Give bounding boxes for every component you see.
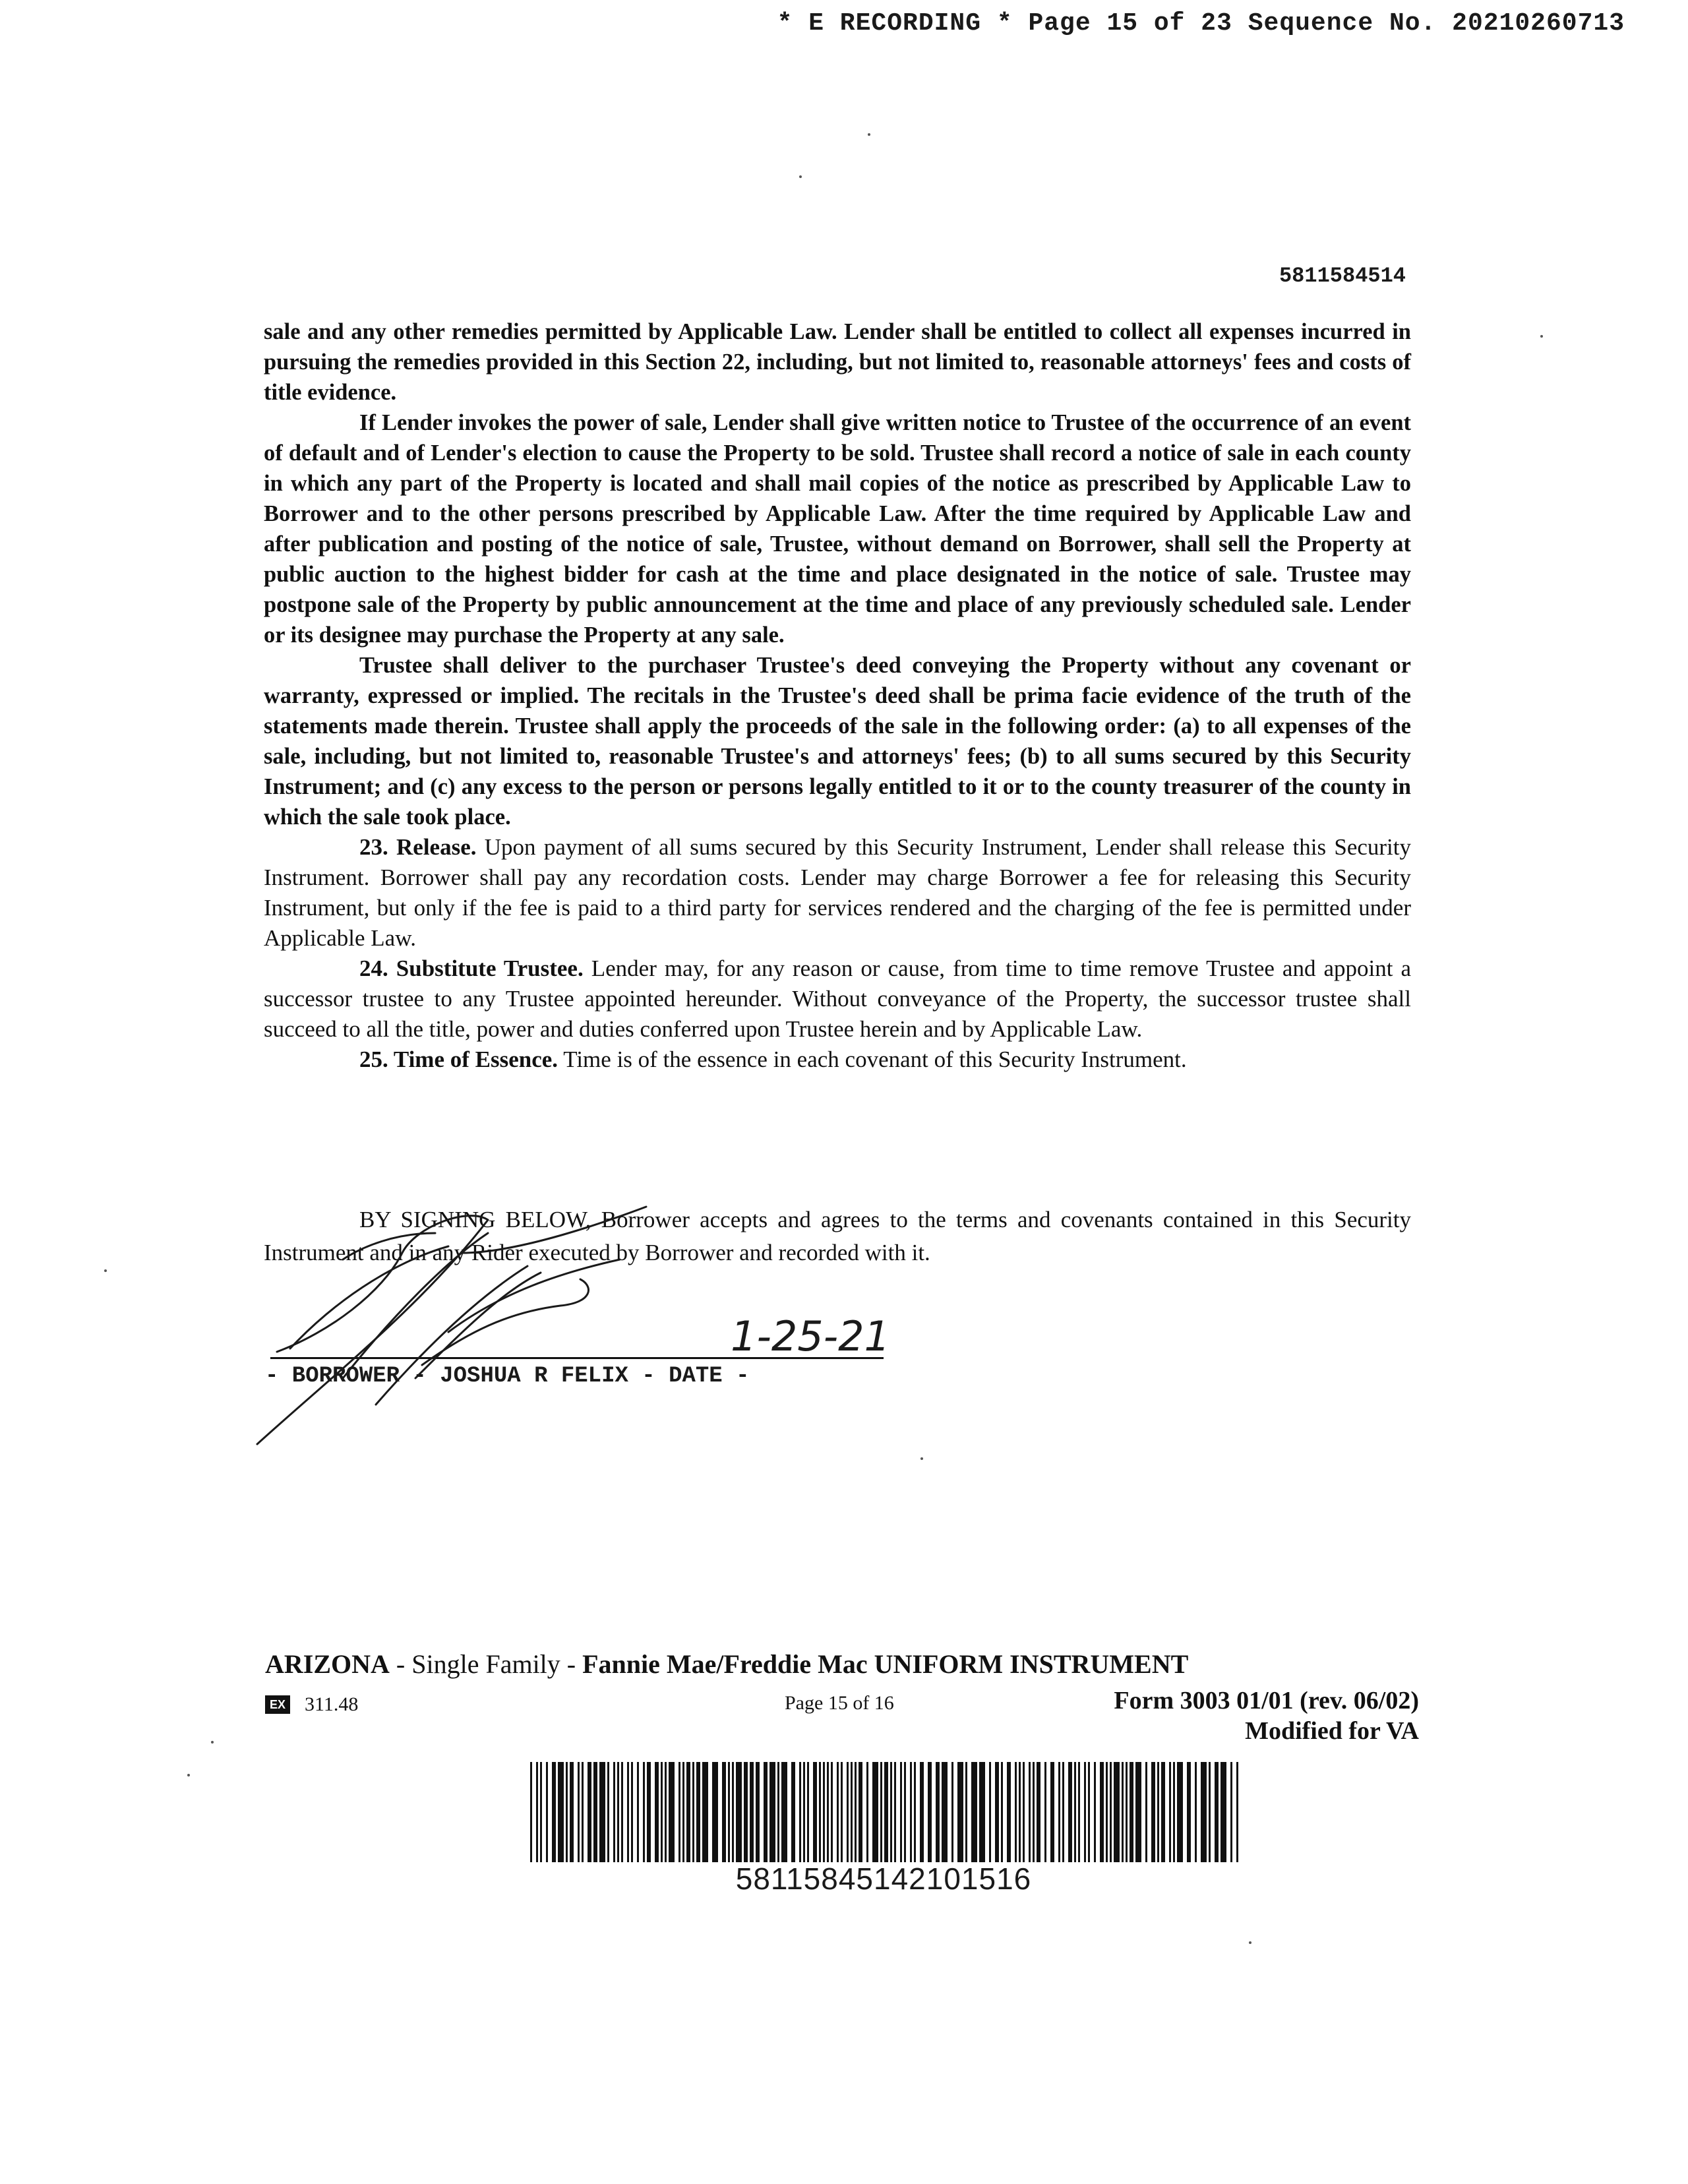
scan-speck xyxy=(920,1457,923,1460)
barcode-bar xyxy=(627,1762,629,1862)
barcode-bar xyxy=(570,1762,574,1862)
signature-statement-text: BY SIGNING BELOW, Borrower accepts and agrees to the terms and covenants contained in this Security Instrument and in any Rider executed by Borrower and recorded with it. xyxy=(264,1207,1411,1265)
section24-heading: 24. Substitute Trustee. xyxy=(359,956,584,981)
barcode-bar xyxy=(1201,1762,1207,1862)
barcode-bar xyxy=(936,1762,940,1862)
barcode-bar xyxy=(951,1762,953,1862)
barcode-bar xyxy=(928,1762,932,1862)
barcode-bar xyxy=(894,1762,896,1862)
barcode-bar xyxy=(669,1762,675,1862)
barcode-bar xyxy=(732,1762,734,1862)
barcode-bar xyxy=(728,1762,730,1862)
barcode-bar xyxy=(1110,1762,1112,1862)
barcode-bar xyxy=(914,1762,916,1862)
barcode-bar xyxy=(712,1762,718,1862)
barcode-bar xyxy=(957,1762,963,1862)
barcode-bar xyxy=(866,1762,868,1862)
barcode-bar xyxy=(1088,1762,1090,1862)
handwritten-signature xyxy=(251,1180,884,1471)
barcode-bar xyxy=(813,1762,817,1862)
section23-text: Upon payment of all sums secured by this Security Instrument, Lender shall release this Security Instrument. Borrower shall pay any recordation costs. Lender may charge Borrower a fee for releasing this Security Instrument, but only if the fee is paid to a third party for services rendered and the charging of the fee is permitted under Applicable Law. xyxy=(264,834,1411,951)
section23-release xyxy=(264,832,1411,954)
barcode-bar xyxy=(989,1762,991,1862)
barcode-bar xyxy=(1068,1762,1072,1862)
barcode-bar xyxy=(1209,1762,1211,1862)
barcode-bar xyxy=(682,1762,684,1862)
barcode-bar xyxy=(1106,1762,1108,1862)
barcode-bar xyxy=(655,1762,659,1862)
scan-speck xyxy=(104,1269,107,1272)
barcode-bar xyxy=(552,1762,556,1862)
barcode-bar xyxy=(702,1762,708,1862)
barcode-bar xyxy=(995,1762,999,1862)
footer-form xyxy=(1114,1685,1419,1746)
barcode-bar xyxy=(566,1762,568,1862)
document-body xyxy=(264,317,1411,1075)
scan-speck xyxy=(1540,335,1543,338)
barcode-bar xyxy=(890,1762,892,1862)
barcode-bar xyxy=(665,1762,667,1862)
barcode-bar xyxy=(1187,1762,1191,1862)
barcode-bar xyxy=(781,1762,787,1862)
barcode-bar xyxy=(1007,1762,1011,1862)
footer-modified: Modified for VA xyxy=(1245,1717,1419,1745)
barcode-bar xyxy=(756,1762,760,1862)
barcode-bar xyxy=(744,1762,748,1862)
barcode-bar xyxy=(1173,1762,1175,1862)
barcode-bar xyxy=(847,1762,849,1862)
barcode-bar xyxy=(1084,1762,1086,1862)
barcode-bar xyxy=(1169,1762,1171,1862)
ex-logo: EX xyxy=(265,1695,290,1714)
barcode-bar xyxy=(1015,1762,1017,1862)
barcode-bar xyxy=(965,1762,967,1862)
barcode-bar xyxy=(920,1762,924,1862)
section22-continued: sale and any other remedies permitted by Applicable Law. Lender shall be entitled to collect all expenses incurred in pursuing the remedies provided in this Section 22, including, but not limited to, reasonable attorneys' fees and costs of title evidence. xyxy=(264,319,1411,405)
section22-power-of-sale: If Lender invokes the power of sale, Lender shall give written notice to Trustee of the occurrence of an event of default and of Lender's election to cause the Property to be sold. Trustee shall record a notice of sale in each county in which any part of the Property is located and shall mail copies of the notice as prescribed by Applicable Law to Borrower and to the other persons prescribed by Applicable Law. After the time required by Applicable Law and after publication and posting of the notice of sale, Trustee, without demand on Borrower, shall sell the Property at public auction to the highest bidder for cash at the time and place designated in the notice of sale. Trustee may postpone sale of the Property by public announcement at the time and place of any previously scheduled sale. Lender or its designee may purchase the Property at any sale. xyxy=(264,410,1411,648)
barcode-bar xyxy=(769,1762,775,1862)
barcode-bar xyxy=(837,1762,839,1862)
barcode-number: 58115845142101516 xyxy=(735,1862,1032,1896)
section23-heading: 23. Release. xyxy=(359,834,477,860)
barcode-bar xyxy=(631,1762,633,1862)
barcode-bar xyxy=(831,1762,833,1862)
barcode-bar xyxy=(764,1762,768,1862)
section24-text: Lender may, for any reason or cause, from time to time remove Trustee and appoint a successor trustee to any Trustee appointed hereunder. Without conveyance of the Property, the successor trustee shall succeed to all the title, power and duties conferred upon Trustee herein and by Applicable Law. xyxy=(264,956,1412,1042)
barcode-bar xyxy=(851,1762,853,1862)
barcode-bar xyxy=(750,1762,754,1862)
barcode-bar xyxy=(841,1762,843,1862)
barcode-bar xyxy=(900,1762,902,1862)
barcode-bar xyxy=(859,1762,862,1862)
footer-page-number: Page 15 of 16 xyxy=(785,1692,894,1714)
barcode-bar xyxy=(647,1762,651,1862)
barcode-bar xyxy=(593,1762,597,1862)
section22-trustee-deed: Trustee shall deliver to the purchaser Trustee's deed conveying the Property without any covenant or warranty, expressed or implied. The recitals in the Trustee's deed shall be prima facie evidence of the truth of the statements made therein. Trustee shall apply the proceeds of the sale in the following order: (a) to all expenses of the sale, including, but not limited to, reasonable Trustee's and attorneys' fees; (b) to all sums secured by this Security Instrument; and (c) any excess to the person or persons legally entitled to it or to the county treasurer of the county in which the sale took place. xyxy=(264,653,1411,830)
footer-instrument: Fannie Mae/Freddie Mac UNIFORM INSTRUMENT xyxy=(582,1649,1189,1679)
barcode-bar xyxy=(803,1762,805,1862)
barcode-bar xyxy=(530,1762,532,1862)
barcode-bar xyxy=(791,1762,795,1862)
barcode-bar xyxy=(599,1762,605,1862)
barcode-bar xyxy=(884,1762,888,1862)
barcode-bar xyxy=(910,1762,912,1862)
barcode-bar xyxy=(819,1762,821,1862)
barcode-bar xyxy=(799,1762,801,1862)
section25-text: Time is of the essence in each covenant of this Security Instrument. xyxy=(563,1046,1187,1072)
barcode-bar xyxy=(536,1762,538,1862)
barcode-bar xyxy=(637,1762,639,1862)
footer-code-number: 311.48 xyxy=(305,1693,359,1715)
barcode xyxy=(528,1762,1240,1862)
barcode-bar xyxy=(1100,1762,1104,1862)
barcode-bar xyxy=(1135,1762,1141,1862)
barcode-bar xyxy=(1157,1762,1159,1862)
barcode-bar xyxy=(1177,1762,1183,1862)
barcode-bar xyxy=(558,1762,564,1862)
barcode-bar xyxy=(1037,1762,1040,1862)
barcode-bar xyxy=(736,1762,742,1862)
barcode-bar xyxy=(582,1762,584,1862)
barcode-bar xyxy=(872,1762,878,1862)
barcode-bar xyxy=(1023,1762,1025,1862)
section25-heading: 25. Time of Essence. xyxy=(359,1046,558,1072)
barcode-bar xyxy=(1074,1762,1076,1862)
scan-speck xyxy=(1249,1941,1251,1944)
barcode-bar xyxy=(1019,1762,1021,1862)
barcode-bar xyxy=(979,1762,985,1862)
barcode-bar xyxy=(880,1762,882,1862)
barcode-bar xyxy=(942,1762,948,1862)
barcode-bar xyxy=(1044,1762,1046,1862)
barcode-bar xyxy=(1161,1762,1165,1862)
barcode-bar xyxy=(823,1762,825,1862)
barcode-bar xyxy=(588,1762,591,1862)
barcode-bar xyxy=(855,1762,857,1862)
scan-speck xyxy=(799,175,802,178)
barcode-bar xyxy=(777,1762,779,1862)
barcode-bar xyxy=(971,1762,977,1862)
barcode-bar xyxy=(617,1762,619,1862)
barcode-bar xyxy=(696,1762,700,1862)
barcode-bar xyxy=(1078,1762,1080,1862)
scan-speck xyxy=(187,1774,190,1776)
section24-substitute-trustee xyxy=(264,954,1411,1045)
loan-number: 5811584514 xyxy=(1279,264,1406,288)
barcode-bar xyxy=(643,1762,645,1862)
barcode-bar xyxy=(807,1762,809,1862)
barcode-bar xyxy=(1001,1762,1003,1862)
barcode-bar xyxy=(546,1762,548,1862)
barcode-bar xyxy=(621,1762,623,1862)
barcode-bar xyxy=(578,1762,580,1862)
barcode-bar xyxy=(1221,1762,1226,1862)
barcode-bar xyxy=(1151,1762,1155,1862)
barcode-bar xyxy=(1145,1762,1147,1862)
barcode-bar xyxy=(661,1762,663,1862)
signature-caption: - BORROWER - JOSHUA R FELIX - DATE - xyxy=(265,1364,750,1389)
barcode-bar xyxy=(1114,1762,1120,1862)
barcode-bar xyxy=(1058,1762,1060,1862)
barcode-bar xyxy=(827,1762,829,1862)
barcode-bar xyxy=(1130,1762,1133,1862)
recording-stamp: * E RECORDING * Page 15 of 23 Sequence No. 20210260713 xyxy=(777,9,1625,38)
barcode-bar xyxy=(722,1762,726,1862)
barcode-bar xyxy=(613,1762,615,1862)
barcode-bar xyxy=(1230,1762,1232,1862)
scan-speck xyxy=(868,133,870,136)
barcode-bar xyxy=(1094,1762,1096,1862)
barcode-bar xyxy=(904,1762,906,1862)
barcode-bar xyxy=(1033,1762,1035,1862)
barcode-bar xyxy=(540,1762,542,1862)
barcode-bar xyxy=(1122,1762,1124,1862)
barcode-bar xyxy=(607,1762,609,1862)
footer-form-number: Form 3003 01/01 (rev. 06/02) xyxy=(1114,1687,1419,1714)
footer-code xyxy=(265,1693,358,1716)
barcode-bar xyxy=(1195,1762,1197,1862)
footer-family-type: - Single Family - xyxy=(389,1649,583,1679)
barcode-bar xyxy=(1236,1762,1238,1862)
barcode-bar xyxy=(1062,1762,1064,1862)
section25-time-of-essence xyxy=(264,1045,1411,1075)
handwritten-date: 1-25-21 xyxy=(731,1312,890,1360)
footer-state: ARIZONA xyxy=(265,1649,390,1679)
footer-title xyxy=(265,1649,1188,1680)
barcode-bar xyxy=(678,1762,680,1862)
barcode-bar xyxy=(1029,1762,1031,1862)
barcode-bar xyxy=(686,1762,690,1862)
barcode-bar xyxy=(692,1762,694,1862)
barcode-bar xyxy=(1215,1762,1219,1862)
scan-speck xyxy=(211,1741,214,1744)
barcode-bar xyxy=(1050,1762,1054,1862)
barcode-bar xyxy=(1126,1762,1128,1862)
